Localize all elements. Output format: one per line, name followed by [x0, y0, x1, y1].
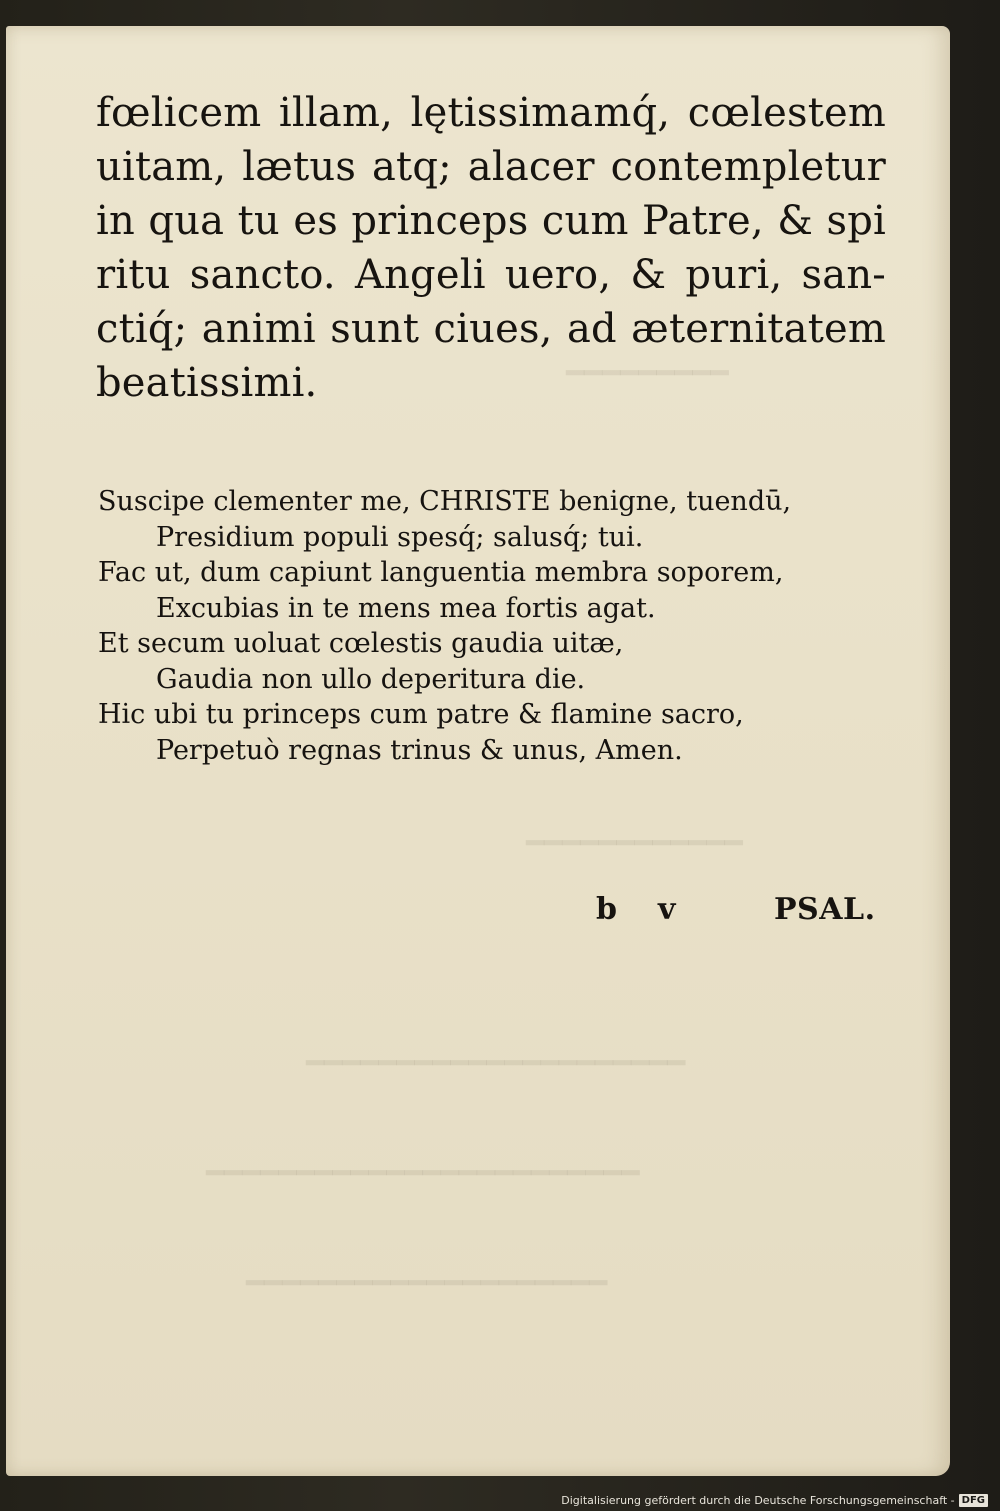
- prose-line: fœlicem illam, lętissimamq́, cœlestem: [96, 90, 886, 136]
- prose-line: uitam, lætus atq; alacer contempletur: [96, 144, 886, 190]
- verse-line: Hic ubi tu princeps cum patre & flamine sacro,: [98, 699, 744, 730]
- prose-line: ctiq́; animi sunt ciues, ad æternitatem: [96, 306, 886, 352]
- show-through-ink: ━━━━━━━━━━━━━━━━━━━━━: [306, 1047, 686, 1080]
- catchword: PSAL.: [774, 892, 876, 927]
- verse-line: Gaudia non ullo deperitura die.: [156, 663, 586, 695]
- credit-text: Digitalisierung gefördert durch die Deutsche Forschungsgemeinschaft -: [561, 1494, 955, 1507]
- show-through-ink: ━━━━━━━━━━━━━━━━━━━━━━━━: [206, 1157, 640, 1190]
- dfg-logo: DFG: [959, 1494, 988, 1507]
- show-through-ink: ━━━━━━━━━━━━━━━━━━━━: [246, 1267, 608, 1300]
- book-page: [6, 26, 950, 1476]
- prose-paragraph: [96, 86, 886, 410]
- prose-line: beatissimi.: [96, 360, 318, 406]
- signature-number: v: [658, 892, 676, 927]
- verse-block: [98, 484, 898, 768]
- signature-mark: b: [596, 892, 617, 927]
- digitization-credit: [561, 1494, 988, 1507]
- verse-line: Et secum uoluat cœlestis gaudia uitæ,: [98, 628, 624, 659]
- show-through-ink: ━━━━━━━━━━━━: [526, 827, 743, 860]
- prose-line: ritu sancto. Angeli uero, & puri, san-: [96, 252, 886, 298]
- show-through-ink: ━━━━━━━━━: [566, 357, 729, 390]
- verse-line: Excubias in te mens mea fortis agat.: [156, 592, 656, 624]
- verse-line: Fac ut, dum capiunt languentia membra soporem,: [98, 557, 784, 588]
- verse-line: Perpetuò regnas trinus & unus, Amen.: [156, 734, 683, 766]
- verse-line: Presidium populi spesq́; salusq́; tui.: [156, 521, 644, 553]
- prose-line: in qua tu es princeps cum Patre, & spi: [96, 198, 886, 244]
- verse-line: Suscipe clementer me, CHRISTE benigne, tuendū,: [98, 486, 792, 517]
